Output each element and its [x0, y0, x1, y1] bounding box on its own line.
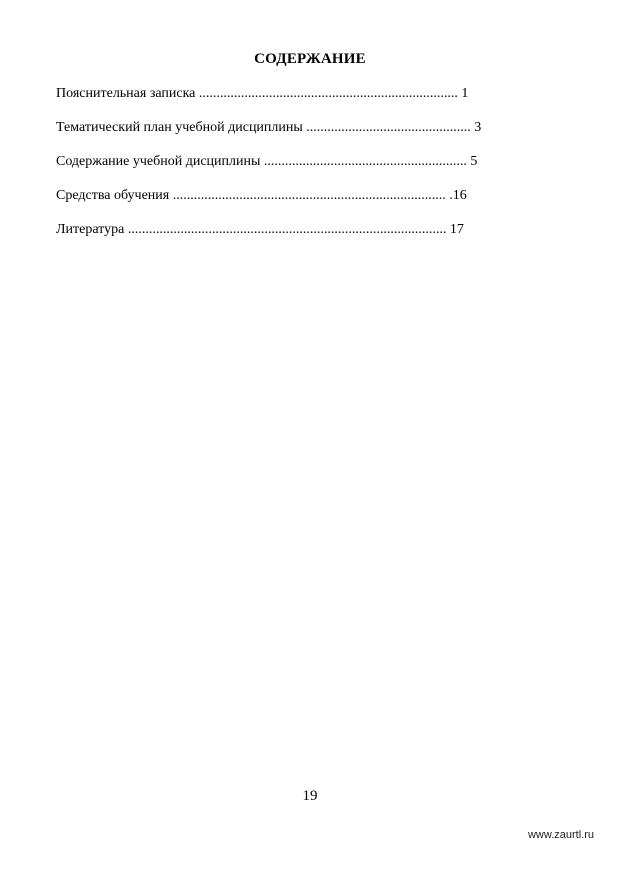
page-number: 19: [302, 788, 318, 804]
table-of-contents: [56, 85, 481, 255]
toc-entry-page: 1: [461, 86, 469, 101]
toc-entry-leader: ..............................................................................: [169, 188, 450, 203]
toc-entry-explanatory-note: [56, 85, 481, 102]
toc-entry-leader: ...............................................: [302, 120, 475, 135]
toc-entry-leader: ...........................................................................................: [124, 222, 450, 237]
site-watermark: www.zaurtl.ru: [527, 829, 594, 841]
toc-title: СОДЕРЖАНИЕ: [254, 51, 366, 67]
toc-entry-leader: ..........................................................: [260, 154, 471, 169]
toc-entry-label: Литература: [56, 222, 125, 237]
toc-entry-leader: ..........................................................................: [195, 86, 462, 101]
toc-entry-thematic-plan: [56, 119, 481, 136]
toc-entry-label: Тематический план учебной дисциплины: [56, 120, 303, 135]
toc-entry-label: Средства обучения: [56, 188, 170, 203]
toc-entry-page: 3: [474, 120, 482, 135]
toc-entry-literature: [56, 221, 481, 238]
toc-entry-page: 5: [470, 154, 478, 169]
toc-entry-teaching-aids: [56, 187, 481, 204]
toc-entry-discipline-content: [56, 153, 481, 170]
toc-entry-label: Содержание учебной дисциплины: [56, 154, 261, 169]
toc-entry-page: 17: [449, 222, 464, 237]
toc-entry-label: Пояснительная записка: [56, 86, 196, 101]
toc-entry-page: .16: [449, 188, 467, 203]
